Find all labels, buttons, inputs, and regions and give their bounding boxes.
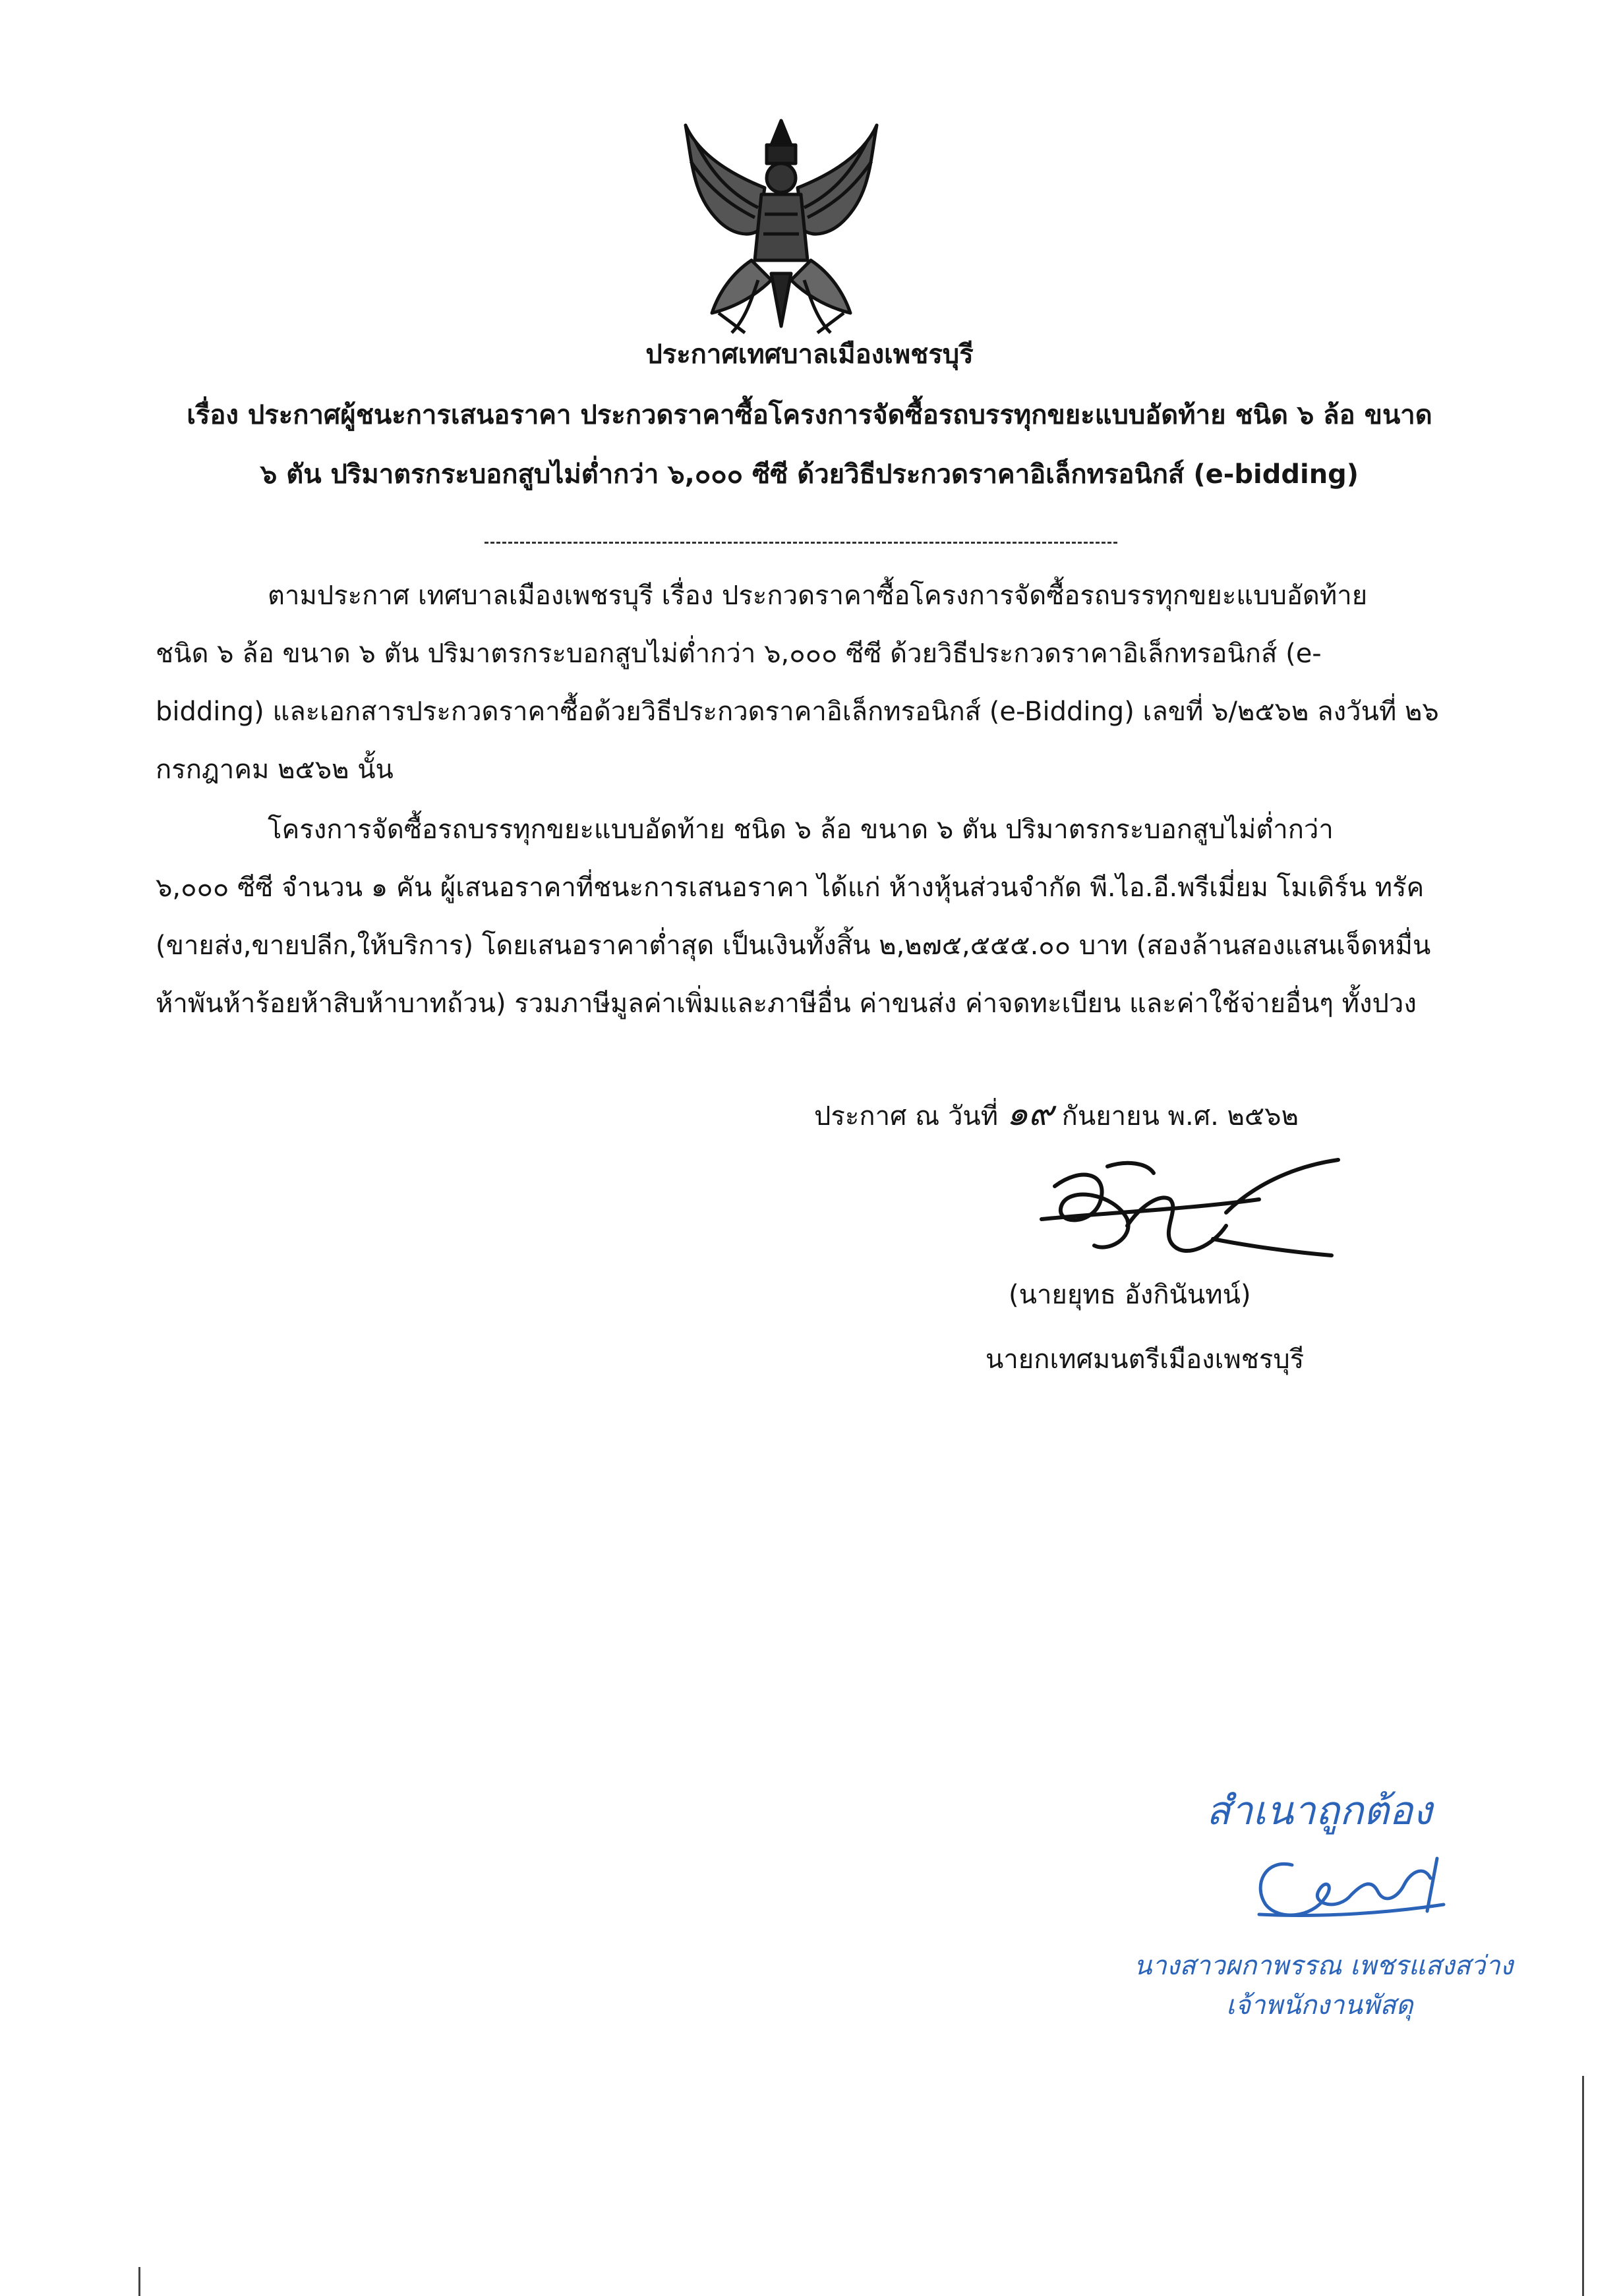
divider-line [485,542,1117,544]
paragraph-2-line: โครงการจัดซื้อรถบรรทุกขยะแบบอัดท้าย ชนิด ๖ ล้อ ขนาด ๖ ตัน ปริมาตรกระบอกสูบไม่ต่ำกว่า [268,815,1334,845]
certifier-name: นางสาวผกาพรรณ เพชรแสงสว่าง [1134,1951,1514,1981]
date-prefix: ประกาศ ณ วันที่ [814,1101,999,1132]
certifier-signature [1246,1839,1463,1937]
paragraph-1-line: bidding) และเอกสารประกวดราคาซื้อด้วยวิธีประกวดราคาอิเล็กทรอนิกส์ (e-Bidding) เลขที่ ๖/๒๕๖๒ ลงวันที่ ๒๖ [156,697,1439,727]
date-day-handwritten: ๑๙ [1006,1094,1053,1134]
announcement-date [814,1094,1299,1136]
scan-edge-line [1582,2076,1584,2296]
subject-line-1: เรื่อง ประกาศผู้ชนะการเสนอราคา ประกวดราคาซื้อโครงการจัดซื้อรถบรรทุกขยะแบบอัดท้าย ชนิด ๖ ล้อ ขนาด [187,400,1432,430]
paragraph-2-line: ห้าพันห้าร้อยห้าสิบห้าบาทถ้วน) รวมภาษีมูลค่าเพิ่มและภาษีอื่น ค่าขนส่ง ค่าจดทะเบียน และค่าใช้จ่ายอื่นๆ ทั้งปวง [156,989,1417,1019]
garuda-emblem [672,115,890,339]
signatory-name: (นายยุทธ อังกินันทน์) [1009,1280,1251,1310]
paragraph-1-line: ตามประกาศ เทศบาลเมืองเพชรบุรี เรื่อง ประกวดราคาซื้อโครงการจัดซื้อรถบรรทุกขยะแบบอัดท้าย [268,581,1368,611]
certifier-position: เจ้าพนักงานพัสดุ [1226,1990,1413,2021]
subject-line-2: ๖ ตัน ปริมาตรกระบอกสูบไม่ต่ำกว่า ๖,๐๐๐ ซีซี ด้วยวิธีประกวดราคาอิเล็กทรอนิกส์ (e-bidding) [260,459,1359,490]
paragraph-1 [156,567,1461,799]
certified-copy-title: สำเนาถูกต้อง [1206,1788,1432,1834]
paragraph-2-line: (ขายส่ง,ขายปลีก,ให้บริการ) โดยเสนอราคาต่ำสุด เป็นเงินทั้งสิ้น ๒,๒๗๕,๕๕๕.๐๐ บาท (สองล้านสองแสนเจ็ดหมื่น [156,931,1431,961]
signatory-position: นายกเทศมนตรีเมืองเพชรบุรี [986,1344,1305,1375]
paragraph-1-line: กรกฎาคม ๒๕๖๒ นั้น [156,755,394,785]
paragraph-2-line: ๖,๐๐๐ ซีซี จำนวน ๑ คัน ผู้เสนอราคาที่ชนะการเสนอราคา ได้แก่ ห้างหุ้นส่วนจำกัด พี.ไอ.อี.พรีเมี่ยม โมเดิร์น ทรัค [156,873,1425,903]
scan-edge-mark [138,2267,140,2296]
mayor-signature [1028,1147,1371,1272]
paragraph-1-line: ชนิด ๖ ล้อ ขนาด ๖ ตัน ปริมาตรกระบอกสูบไม่ต่ำกว่า ๖,๐๐๐ ซีซี ด้วยวิธีประกวดราคาอิเล็กทรอนิกส์ (e- [156,639,1322,669]
date-rest: กันยายน พ.ศ. ๒๕๖๒ [1061,1101,1299,1132]
paragraph-2 [156,801,1461,1033]
announcement-office: ประกาศเทศบาลเมืองเพชรบุรี [645,339,974,370]
